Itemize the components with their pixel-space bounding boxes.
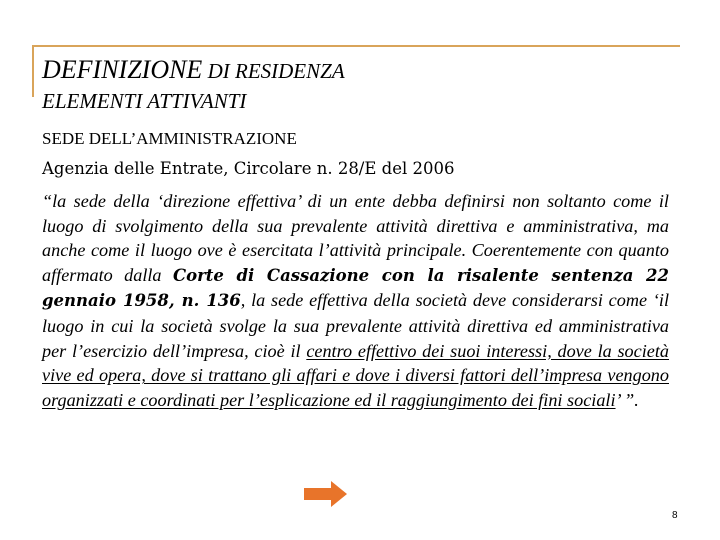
slide-title-part1: DEFINIZIONE — [42, 55, 203, 84]
quote-court-reference: Corte di Cassazione con la risalente sentenza 22 gennaio 1958, n. 136 — [42, 265, 669, 311]
quote-text-2: , la sede effettiva della società deve considerarsi come ‘il luogo in cui la società svolge la sua prevalente attività direttiva ed amministrativa per l’esercizio dell’impresa, cioè il — [42, 290, 669, 361]
quote-text-end: ’ ”. — [615, 389, 639, 410]
quote-underlined-text: centro effettivo dei suoi interessi, dove la società vive ed opera, dove si trattano gli affari e dove i diversi fattori dell’impresa vengono organizzati e coordinati per l’esplicazione ed il raggiungimento dei fini sociali — [42, 340, 669, 410]
section-heading: SEDE DELL’AMMINISTRAZIONE — [42, 129, 297, 148]
title-frame-left-rule — [32, 45, 34, 97]
next-arrow-icon[interactable] — [304, 480, 348, 508]
quote-text-1: “la sede della ‘direzione effettiva’ di un ente debba definirsi non soltanto come il luogo di svolgimento della sua prevalente attività direttiva e amministrativa, ma anche come il luogo ove è esercitata l’attività principale. Coerentemente con quanto affermato dalla — [42, 191, 669, 285]
next-arrow-shape — [304, 481, 347, 507]
source-heading: Agenzia delle Entrate, Circolare n. 28/E del 2006 — [42, 159, 455, 178]
title-frame-top-rule — [32, 45, 680, 47]
page-number: 8 — [672, 510, 678, 521]
slide-title — [42, 55, 345, 85]
slide-title-part2: DI RESIDENZA — [202, 59, 345, 83]
slide-subtitle: ELEMENTI ATTIVANTI — [42, 89, 247, 113]
quote-paragraph — [42, 189, 669, 412]
